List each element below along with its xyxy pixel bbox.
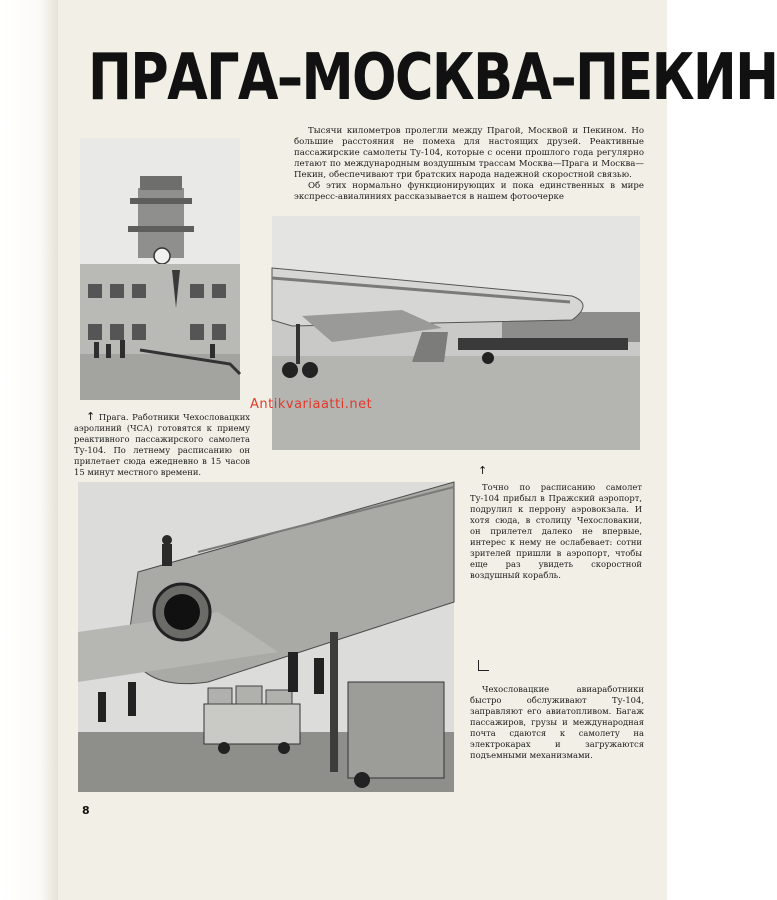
page-number: 8 — [82, 804, 90, 817]
photo-tu104-servicing — [78, 482, 454, 792]
photo-airport-tower — [80, 138, 240, 400]
photo-tu104-arrival — [272, 216, 640, 450]
intro-text — [294, 126, 644, 203]
page-title: ПРАГА–МОСКВА–ПЕКИН — [88, 41, 777, 115]
arrow-up-icon: ↑ — [86, 410, 96, 423]
intro-paragraph-1: Тысячи километров пролегли между Прагой, Москвой и Пекином. Но большие расстояния не помеха для настоящих друзей. Реактивные пассажирские самолеты Ту-104, которые с осени прошлого года регулярно летают по международным воздушным трассам Москва—Прага и Москва—Пекин, обеспечивают три братских народа надежной скоростной связью. — [294, 126, 644, 180]
caption-tower-text: Прага. Работники Чехословацких аэролиний (ЧСА) готовятся к приему реактивного пассажирского самолета Ту-104. По летнему расписанию он прилетает сюда ежедневно в 15 часов 15 минут местного времени. — [74, 412, 250, 477]
caption-arrival-text: Точно по расписанию самолет Ту-104 прибыл в Пражский аэропорт, подрулил к перрону аэровокзала. И хотя сюда, в столицу Чехословакии, он прилетел далеко не впервые, интерес к нему не ослабевает: сотни зрителей пришли в аэропорт, чтобы еще раз увидеть скоростной воздушный корабль. — [470, 482, 642, 580]
caption-service-text: Чехословацкие авиаработники быстро обслуживают Ту-104, заправляют его авиатопливом. Багаж пассажиров, грузы и международная почта сдаются к самолету на электрокарах и загружаются подъемными механизмами. — [470, 684, 644, 760]
arrow-up-icon: ↑ — [478, 464, 488, 477]
watermark-logo: Antikvariaatti.net — [250, 397, 373, 412]
magazine-page — [58, 0, 777, 900]
caption-service — [470, 684, 644, 761]
intro-paragraph-2: Об этих нормально функционирующих и пока единственных в мире экспресс-авиалиниях рассказывается в нашем фотоочерке — [294, 181, 644, 202]
page-gutter — [0, 0, 58, 900]
arrow-left-icon — [478, 660, 489, 671]
caption-tower — [74, 412, 250, 478]
caption-arrival — [470, 482, 642, 581]
